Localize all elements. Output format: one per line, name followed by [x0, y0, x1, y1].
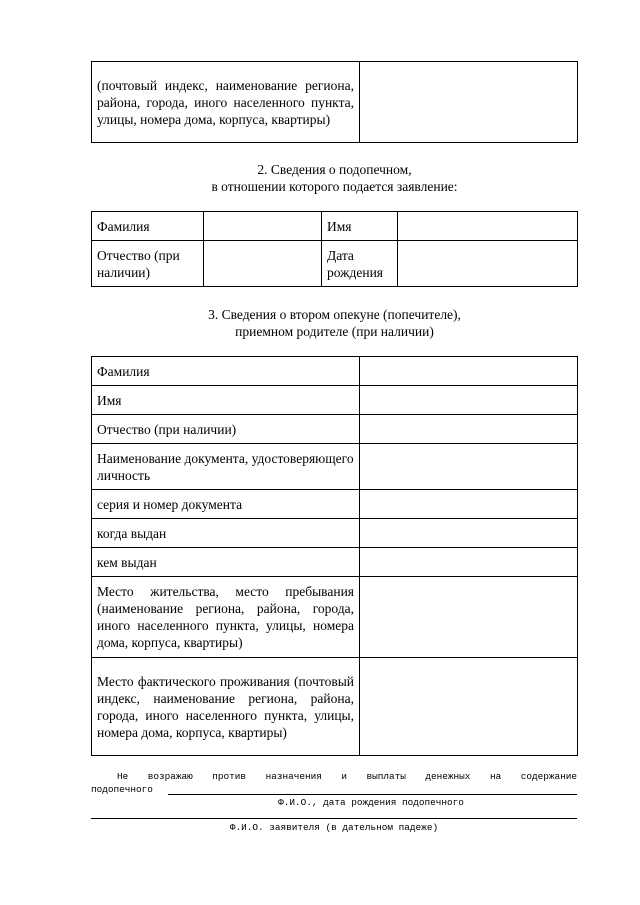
- guardian2-patronymic-label: Отчество (при наличии): [92, 415, 360, 444]
- section3-heading-line1: 3. Сведения о втором опекуне (попечителе),: [208, 307, 461, 322]
- ward-fio-caption: Ф.И.О., дата рождения подопечного: [278, 797, 464, 808]
- address-value-cell[interactable]: [360, 62, 578, 143]
- consent-line2-prefix: подопечного: [91, 784, 153, 795]
- guardian2-name-label: Имя: [92, 386, 360, 415]
- section2-heading: [92, 161, 577, 195]
- guardian2-doc-name-label: Наименование документа, удостоверяющего личность: [92, 444, 360, 490]
- guardian2-doc-number-label: серия и номер документа: [92, 490, 360, 519]
- guardian2-surname-label: Фамилия: [92, 357, 360, 386]
- guardian2-name-value[interactable]: [360, 386, 578, 415]
- guardian2-issued-by-value[interactable]: [360, 548, 578, 577]
- guardian2-actual-address-value[interactable]: [360, 658, 578, 756]
- ward-name-label: Имя: [322, 212, 398, 241]
- section3-heading-line2: приемном родителе (при наличии): [235, 324, 434, 339]
- guardian2-issue-date-label: когда выдан: [92, 519, 360, 548]
- guardian2-residence-value[interactable]: [360, 577, 578, 658]
- section2-heading-line2: в отношении которого подается заявление:: [211, 179, 458, 194]
- ward-birthdate-label: Дата рождения: [322, 241, 398, 287]
- guardian2-patronymic-value[interactable]: [360, 415, 578, 444]
- applicant-fio-line[interactable]: [91, 818, 577, 819]
- ward-patronymic-label: Отчество (при наличии): [92, 241, 204, 287]
- ward-name-value[interactable]: [398, 212, 578, 241]
- ward-table: [91, 211, 578, 287]
- section2-heading-line1: 2. Сведения о подопечном,: [257, 162, 412, 177]
- second-guardian-table: [91, 356, 578, 756]
- guardian2-doc-number-value[interactable]: [360, 490, 578, 519]
- consent-line1: Не возражаю против назначения и выплаты денежных на содержание: [117, 771, 577, 782]
- ward-surname-value[interactable]: [204, 212, 322, 241]
- ward-patronymic-value[interactable]: [204, 241, 322, 287]
- guardian2-issued-by-label: кем выдан: [92, 548, 360, 577]
- address-table: [91, 61, 578, 143]
- ward-birthdate-value[interactable]: [398, 241, 578, 287]
- guardian2-doc-name-value[interactable]: [360, 444, 578, 490]
- ward-fio-line[interactable]: [168, 794, 577, 795]
- section3-heading: [92, 306, 577, 340]
- applicant-fio-caption: Ф.И.О. заявителя (в дательном падеже): [229, 822, 439, 833]
- guardian2-issue-date-value[interactable]: [360, 519, 578, 548]
- guardian2-surname-value[interactable]: [360, 357, 578, 386]
- guardian2-residence-label: Место жительства, место пребывания (наименование региона, района, города, иного населенного пункта, улицы, номера дома, корпуса, квартиры): [92, 577, 360, 658]
- address-label: (почтовый индекс, наименование региона, района, города, иного населенного пункта, улицы, номера дома, корпуса, квартиры): [92, 62, 360, 143]
- guardian2-actual-address-label: Место фактического проживания (почтовый индекс, наименование региона, района, города, иного населенного пункта, улицы, номера дома, корпуса, квартиры): [92, 658, 360, 756]
- ward-surname-label: Фамилия: [92, 212, 204, 241]
